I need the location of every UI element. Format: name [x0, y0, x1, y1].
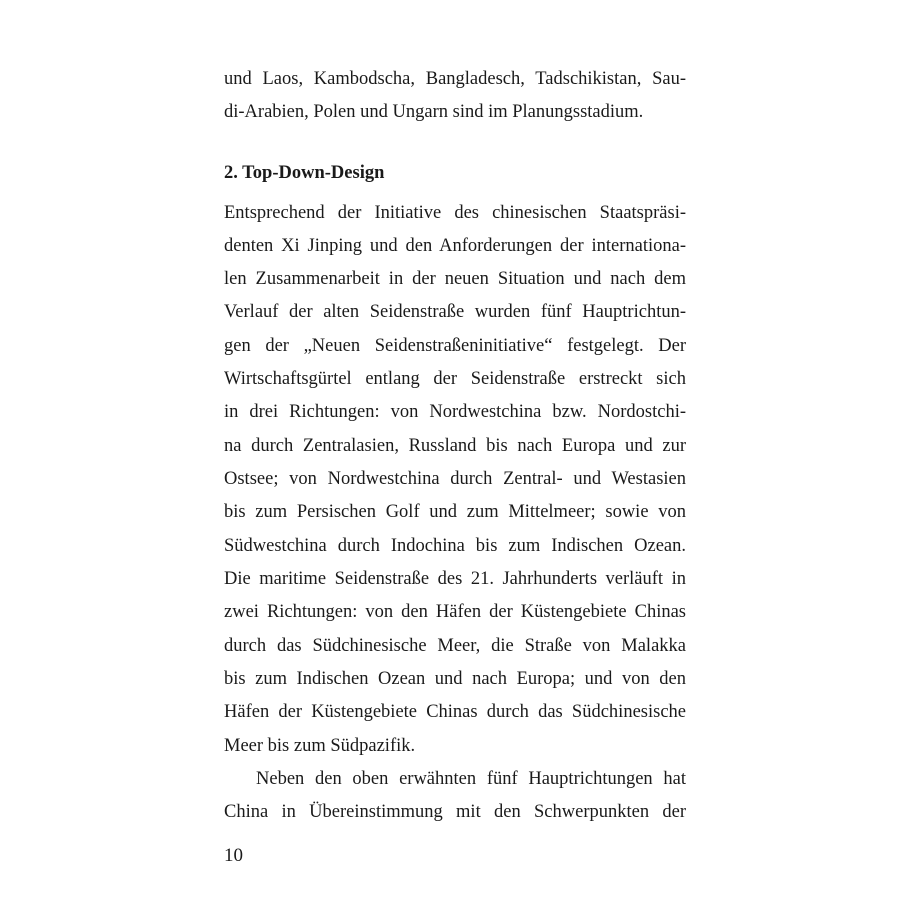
- paragraph1-line-14: durch das Südchinesische Meer, die Straße von Malakka: [224, 636, 686, 656]
- page-number: 10: [224, 845, 243, 866]
- paragraph1-line-17: Meer bis zum Südpazifik.: [224, 736, 416, 756]
- paragraph1-line-5: gen der „Neuen Seidenstraßeninitiative“ festgelegt. Der: [224, 336, 686, 356]
- paragraph2-line-1: Neben den oben erwähnten fünf Hauptrichtungen hat: [256, 769, 686, 789]
- paragraph1-line-6: Wirtschaftsgürtel entlang der Seidenstraße erstreckt sich: [224, 369, 686, 389]
- paragraph1-line-12: Die maritime Seidenstraße des 21. Jahrhunderts verläuft in: [224, 569, 686, 589]
- paragraph1-line-3: len Zusammenarbeit in der neuen Situation und nach dem: [224, 269, 686, 289]
- intro-line-2: di-Arabien, Polen und Ungarn sind im Planungsstadium.: [224, 102, 644, 122]
- paragraph1-line-7: in drei Richtungen: von Nordwestchina bzw. Nordostchi-: [224, 402, 686, 422]
- paragraph1-line-9: Ostsee; von Nordwestchina durch Zentral- und Westasien: [224, 469, 686, 489]
- intro-line-1: und Laos, Kambodscha, Bangladesch, Tadschikistan, Sau-: [224, 69, 686, 89]
- paragraph1-line-13: zwei Richtungen: von den Häfen der Küstengebiete Chinas: [224, 602, 686, 622]
- paragraph1-line-8: na durch Zentralasien, Russland bis nach Europa und zur: [224, 436, 686, 456]
- paragraph2-line-2: China in Übereinstimmung mit den Schwerpunkten der: [224, 802, 686, 822]
- section-heading: 2. Top-Down-Design: [224, 163, 385, 183]
- paragraph1-line-1: Entsprechend der Initiative des chinesischen Staatspräsi-: [224, 203, 686, 223]
- paragraph1-line-16: Häfen der Küstengebiete Chinas durch das Südchinesische: [224, 702, 686, 722]
- paragraph1-line-4: Verlauf der alten Seidenstraße wurden fünf Hauptrichtun-: [224, 302, 686, 322]
- paragraph1-line-15: bis zum Indischen Ozean und nach Europa; und von den: [224, 669, 686, 689]
- paragraph1-line-2: denten Xi Jinping und den Anforderungen der internationa-: [224, 236, 686, 256]
- paragraph1-line-11: Südwestchina durch Indochina bis zum Indischen Ozean.: [224, 536, 686, 556]
- paragraph1-line-10: bis zum Persischen Golf und zum Mittelmeer; sowie von: [224, 502, 686, 522]
